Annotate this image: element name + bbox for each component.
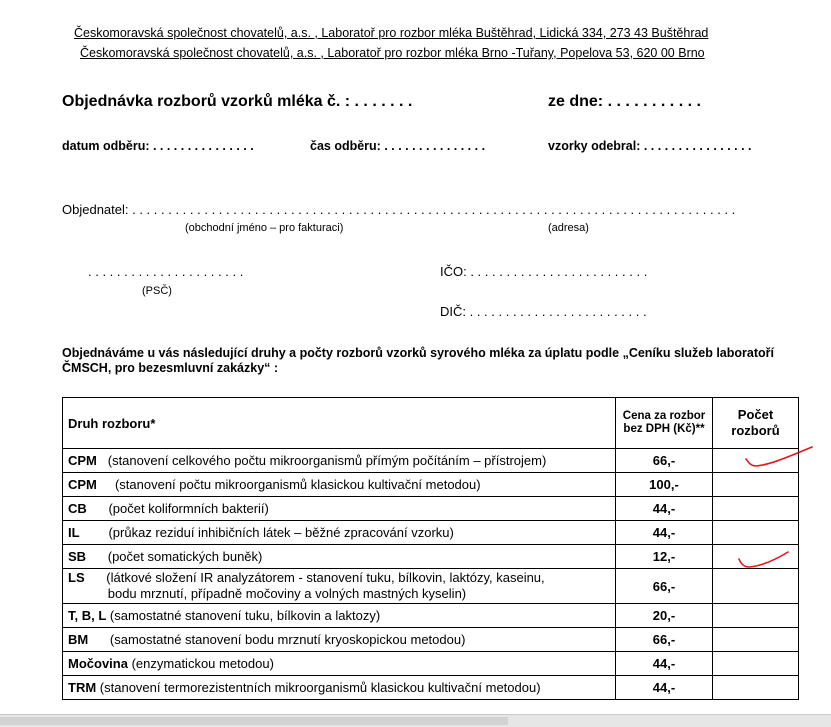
- analysis-code: SB: [68, 549, 87, 564]
- analysis-desc: (enzymatickou metodou): [131, 656, 274, 671]
- analysis-price: 44,-: [616, 652, 713, 676]
- customer-name-hint: (obchodní jméno – pro fakturaci): [185, 222, 344, 234]
- analysis-code: IL: [68, 525, 80, 540]
- analysis-cell: [63, 652, 616, 676]
- table-row: [63, 449, 799, 473]
- analysis-count-input[interactable]: [713, 497, 799, 521]
- table-row: [63, 521, 799, 545]
- analysis-count-input[interactable]: [713, 652, 799, 676]
- analysis-price: 66,-: [616, 449, 713, 473]
- analysis-count-input[interactable]: [713, 473, 799, 497]
- psc-hint: (PSČ): [142, 285, 172, 297]
- analysis-code: CPM: [68, 453, 97, 468]
- analysis-cell: [63, 521, 616, 545]
- table-row: [63, 676, 799, 700]
- col-header-price: Cena za rozbor bez DPH (Kč)**: [616, 398, 713, 449]
- table-row: [63, 545, 799, 569]
- analysis-desc: (průkaz reziduí inhibičních látek – běžné zpracování vzorku): [108, 525, 454, 540]
- order-intro-text: Objednáváme u vás následující druhy a počty rozborů vzorků syrového mléka za úplatu podle „Ceníku služeb laboratoří ČMSCH, pro bezesmluvní zakázky“ :: [62, 346, 774, 375]
- analysis-price: 44,-: [616, 521, 713, 545]
- analyses-table: [62, 397, 799, 700]
- analysis-cell: [63, 449, 616, 473]
- analysis-code: BM: [68, 632, 89, 647]
- analysis-price: 100,-: [616, 473, 713, 497]
- checkmark-icon: [740, 440, 820, 475]
- col-header-count-line2: rozborů: [731, 423, 780, 438]
- analysis-code: LS: [68, 570, 85, 585]
- analysis-desc: (počet koliformních bakterií): [108, 501, 269, 516]
- col-header-type: Druh rozboru*: [63, 398, 616, 449]
- analysis-desc: (samostatné stanovení tuku, bílkovin a laktozy): [109, 608, 381, 623]
- scrollbar-thumb[interactable]: [0, 717, 508, 725]
- analysis-price: 66,-: [616, 628, 713, 652]
- analysis-cell: [63, 545, 616, 569]
- table-header-row: [63, 398, 799, 449]
- analysis-desc: (počet somatických buněk): [107, 549, 263, 564]
- analysis-price: 66,-: [616, 569, 713, 604]
- customer-address-hint: (adresa): [548, 222, 589, 234]
- analysis-cell: [63, 497, 616, 521]
- analysis-desc-line2: bodu mrznutí, případně močoviny a volných mastných kyselin): [107, 586, 467, 601]
- ico-field[interactable]: IČO: . . . . . . . . . . . . . . . . . . . . . . . . .: [440, 264, 648, 279]
- order-date: ze dne: . . . . . . . . . . .: [548, 93, 701, 110]
- table-row: [63, 569, 799, 604]
- analysis-cell: [63, 473, 616, 497]
- analysis-price: 20,-: [616, 604, 713, 628]
- analysis-desc: (stanovení termorezistentních mikroorganismů klasickou kultivační metodou): [99, 680, 541, 695]
- dic-field[interactable]: DIČ: . . . . . . . . . . . . . . . . . . . . . . . . .: [440, 304, 647, 319]
- horizontal-scrollbar[interactable]: [0, 714, 831, 727]
- analysis-price: 44,-: [616, 497, 713, 521]
- analysis-count-input[interactable]: [713, 628, 799, 652]
- analysis-count-input[interactable]: [713, 676, 799, 700]
- table-row: [63, 604, 799, 628]
- sample-time-field[interactable]: čas odběru: . . . . . . . . . . . . . . .: [310, 139, 486, 153]
- analysis-code: Močovina: [68, 656, 128, 671]
- checkmark-icon: [735, 547, 795, 575]
- analysis-code: CB: [68, 501, 87, 516]
- analysis-cell: [63, 569, 616, 604]
- analysis-count-input[interactable]: [713, 521, 799, 545]
- analysis-desc: (látkové složení IR analyzátorem - stanovení tuku, bílkovin, laktózy, kaseinu,: [106, 570, 545, 585]
- analysis-cell: [63, 604, 616, 628]
- analysis-price: 12,-: [616, 545, 713, 569]
- customer-field[interactable]: Objednatel: . . . . . . . . . . . . . . . . . . . . . . . . . . . . . . . . . . . . . . . . . . . . . . . . . . . . . . . . . . . . . . . . . . . . . . . . . . . . . . . . . . . .: [62, 202, 736, 217]
- analysis-cell: [63, 676, 616, 700]
- table-row: [63, 652, 799, 676]
- analysis-code: T, B, L: [68, 608, 107, 623]
- sampled-by-field[interactable]: vzorky odebral: . . . . . . . . . . . . . . . .: [548, 139, 752, 153]
- analysis-code: CPM: [68, 477, 97, 492]
- lab-address-brno: Českomoravská společnost chovatelů, a.s. , Laboratoř pro rozbor mléka Brno -Tuřany, Popelova 53, 620 00 Brno: [80, 46, 705, 60]
- table-row: [63, 497, 799, 521]
- table-row: [63, 628, 799, 652]
- table-row: [63, 473, 799, 497]
- analysis-count-input[interactable]: [713, 604, 799, 628]
- psc-field[interactable]: . . . . . . . . . . . . . . . . . . . . . .: [88, 264, 244, 279]
- analysis-desc: (stanovení celkového počtu mikroorganismů přímým počítáním – přístrojem): [107, 453, 547, 468]
- analysis-desc: (samostatné stanovení bodu mrznutí kryoskopickou metodou): [109, 632, 466, 647]
- col-header-count-line1: Počet: [737, 407, 774, 422]
- order-title: Objednávka rozborů vzorků mléka č. : . . . . . . .: [62, 93, 413, 110]
- analysis-cell: [63, 628, 616, 652]
- analysis-price: 44,-: [616, 676, 713, 700]
- analysis-desc: (stanovení počtu mikroorganismů klasickou kultivační metodou): [114, 477, 481, 492]
- analysis-code: TRM: [68, 680, 97, 695]
- sample-date-field[interactable]: datum odběru: . . . . . . . . . . . . . . .: [62, 139, 254, 153]
- lab-address-bustehrad: Českomoravská společnost chovatelů, a.s. , Laboratoř pro rozbor mléka Buštěhrad, Lidická 334, 273 43 Buštěhrad: [74, 26, 709, 40]
